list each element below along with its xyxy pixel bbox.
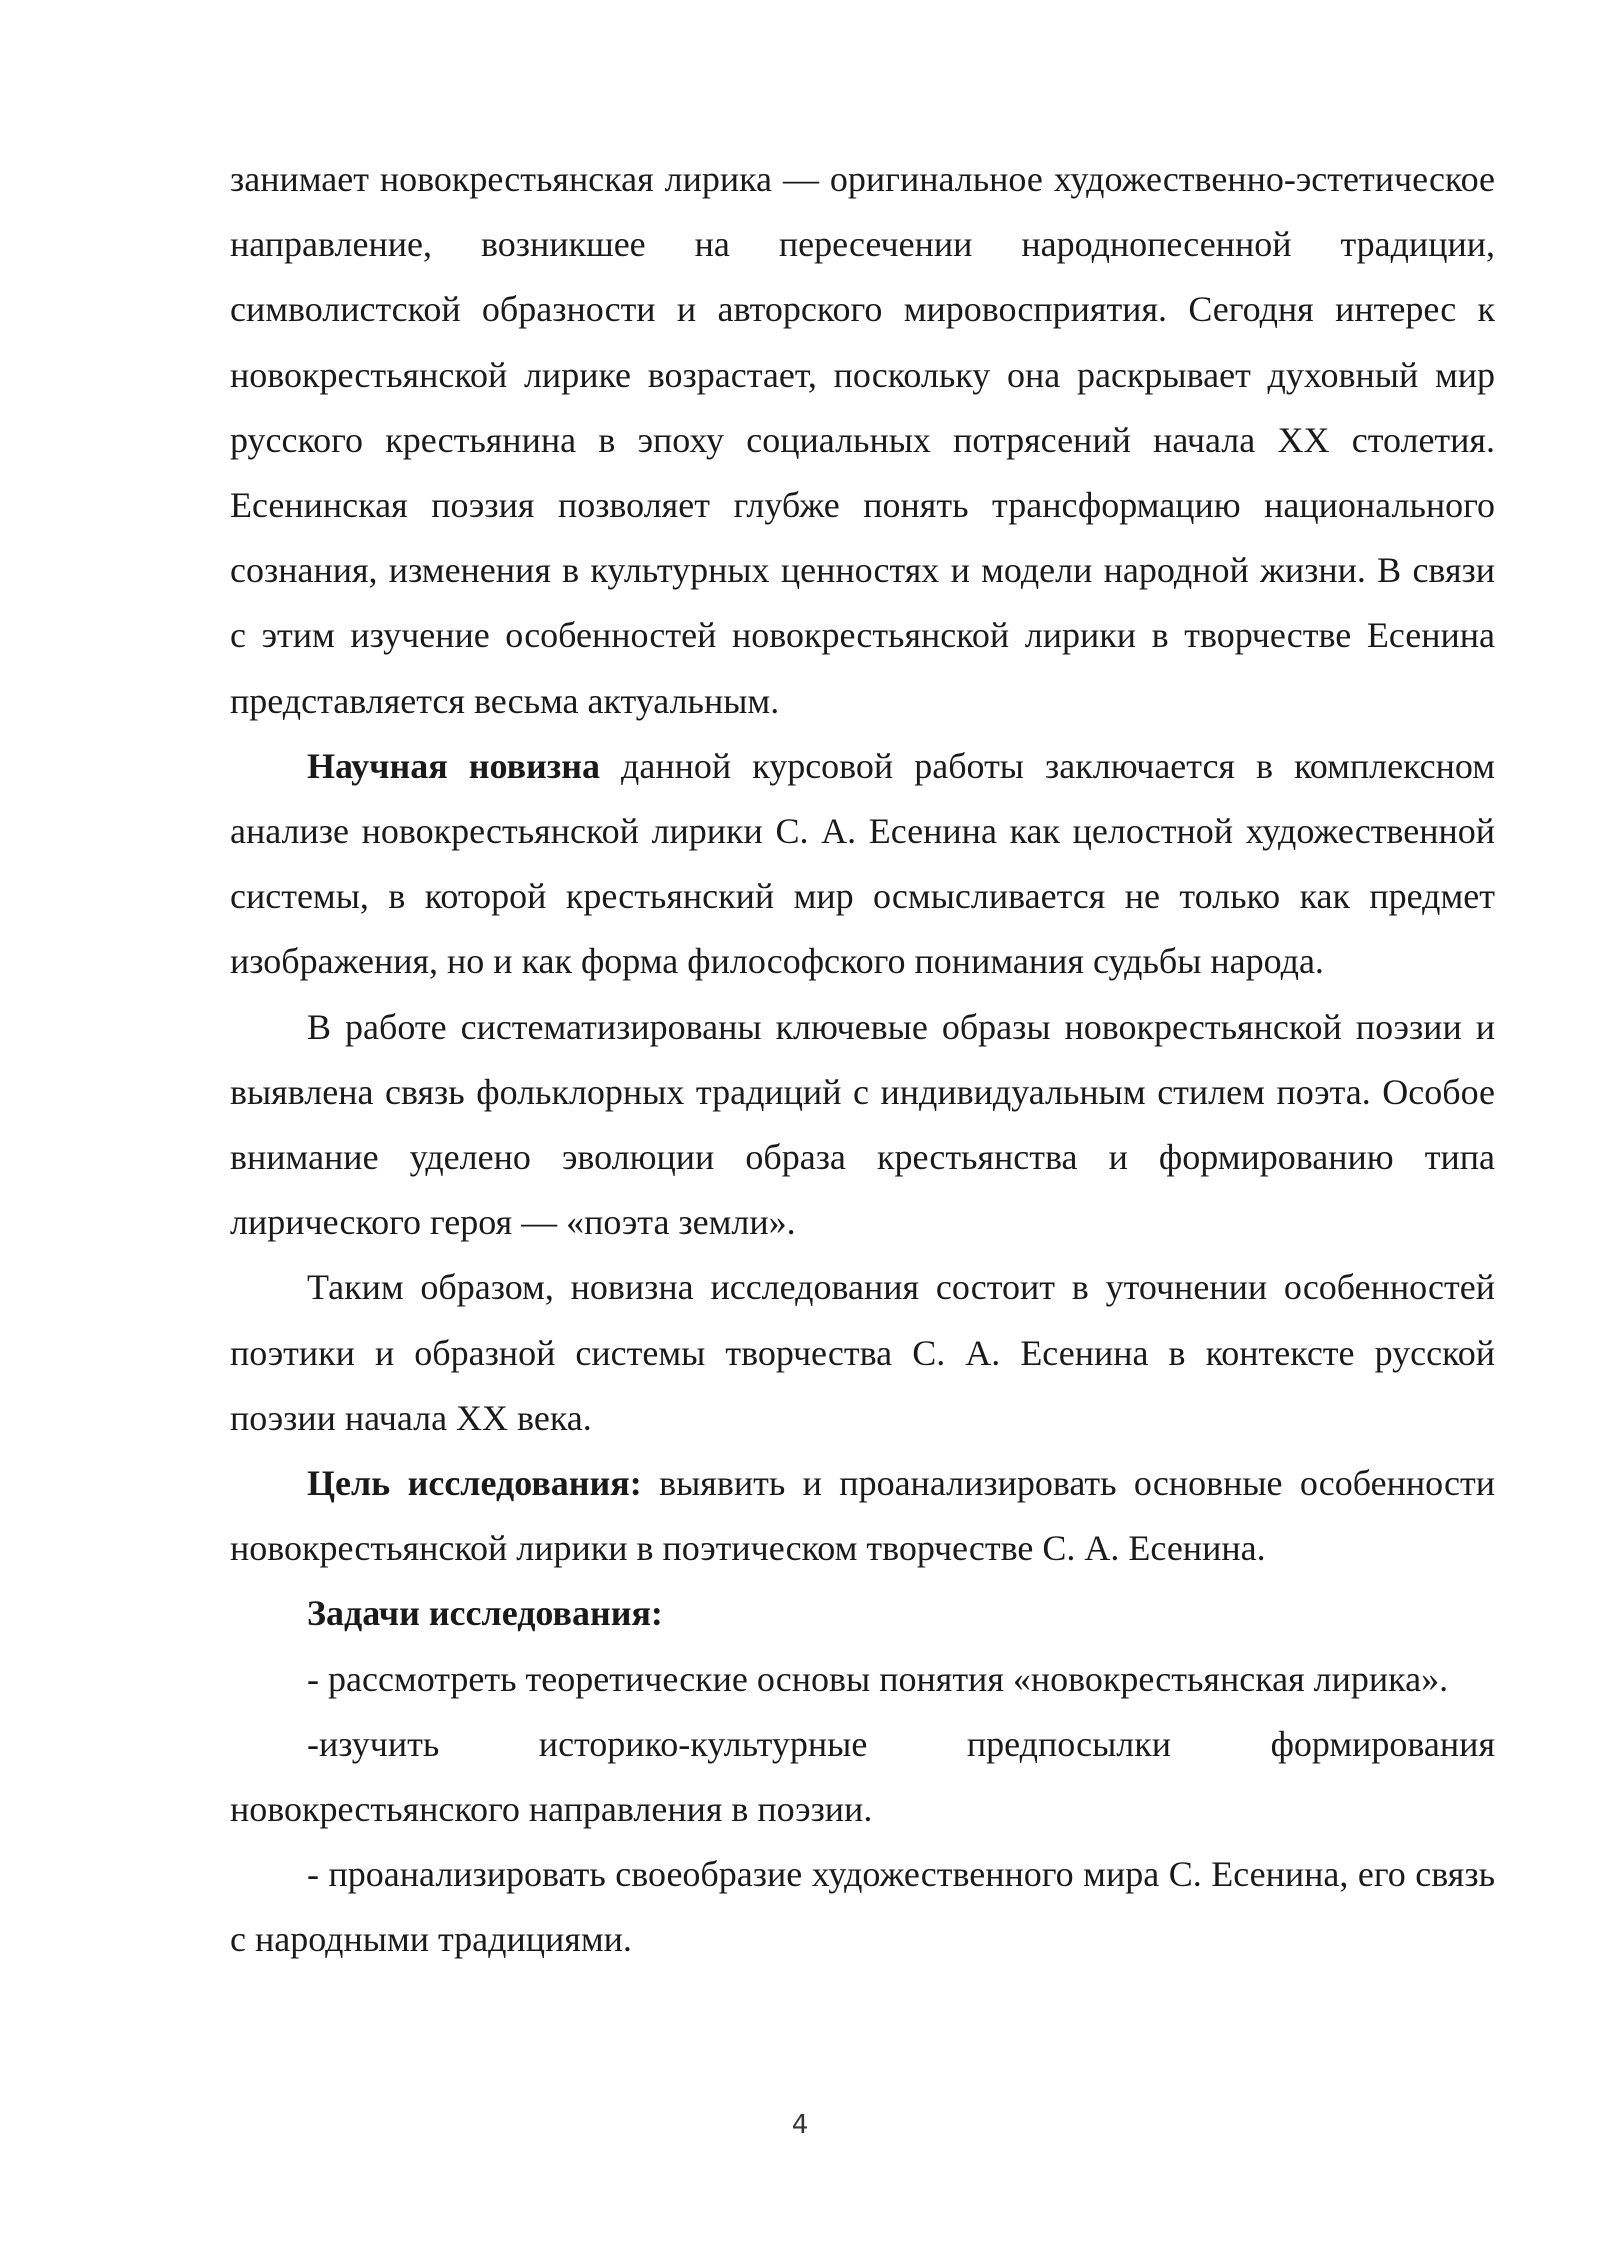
task-item-2: -изучить историко-культурные предпосылки формирования новокрестьянского направления в поэзии. bbox=[230, 1723, 1495, 1830]
task-item-1: - рассмотреть теоретические основы понятия «новокрестьянская лирика». bbox=[307, 1658, 1449, 1699]
novelty-heading: Научная новизна bbox=[307, 745, 600, 786]
novelty-text: данной курсовой работы заключается в комплексном анализе новокрестьянской лирики С. А. Есенина как целостной художественной системы, в которой крестьянский мир осмысливается не только как предмет изображения, но и как форма философского понимания судьбы народа. bbox=[230, 745, 1496, 982]
paragraph-relevance-continuation: занимает новокрестьянская лирика — оригинальное художественно-эстетическое направление, возникшее на пересечении народнопесенной традиции, символистской образности и авторского мировосприятия. Сегодня интерес к новокрестьянской лирике возрастает, поскольку она раскрывает духовный мир русского крестьянина в эпоху социальных потрясений начала XX столетия. Есенинская поэзия позволяет глубже понять трансформацию национального сознания, изменения в культурных ценностях и модели народной жизни. В связи с этим изучение особенностей новокрестьянской лирики в творчестве Есенина представляется весьма актуальным. bbox=[230, 159, 1495, 721]
body-text bbox=[230, 147, 1495, 1973]
task-item-3: - проанализировать своеобразие художественного мира С. Есенина, его связь с народными традициями. bbox=[230, 1854, 1495, 1960]
paragraph-tasks-heading bbox=[230, 1581, 1495, 1646]
paragraph-systematization: В работе систематизированы ключевые образы новокрестьянской поэзии и выявлена связь фольклорных традиций с индивидуальным стилем поэта. Особое внимание уделено эволюции образа крестьянства и формированию типа лирического героя — «поэта земли». bbox=[230, 1006, 1495, 1243]
goal-text: выявить и проанализировать основные особенности новокрестьянской лирики в поэтическом творчестве С. А. Есенина. bbox=[230, 1463, 1495, 1569]
paragraph-novelty bbox=[230, 734, 1495, 995]
goal-heading: Цель исследования: bbox=[307, 1463, 642, 1504]
paragraph-conclusion: Таким образом, новизна исследования состоит в уточнении особенностей поэтики и образной системы творчества С. А. Есенина в контексте русской поэзии начала XX века. bbox=[230, 1267, 1495, 1438]
tasks-heading: Задачи исследования: bbox=[307, 1593, 663, 1634]
page-number: 4 bbox=[791, 2110, 809, 2140]
paragraph-goal bbox=[230, 1451, 1495, 1581]
